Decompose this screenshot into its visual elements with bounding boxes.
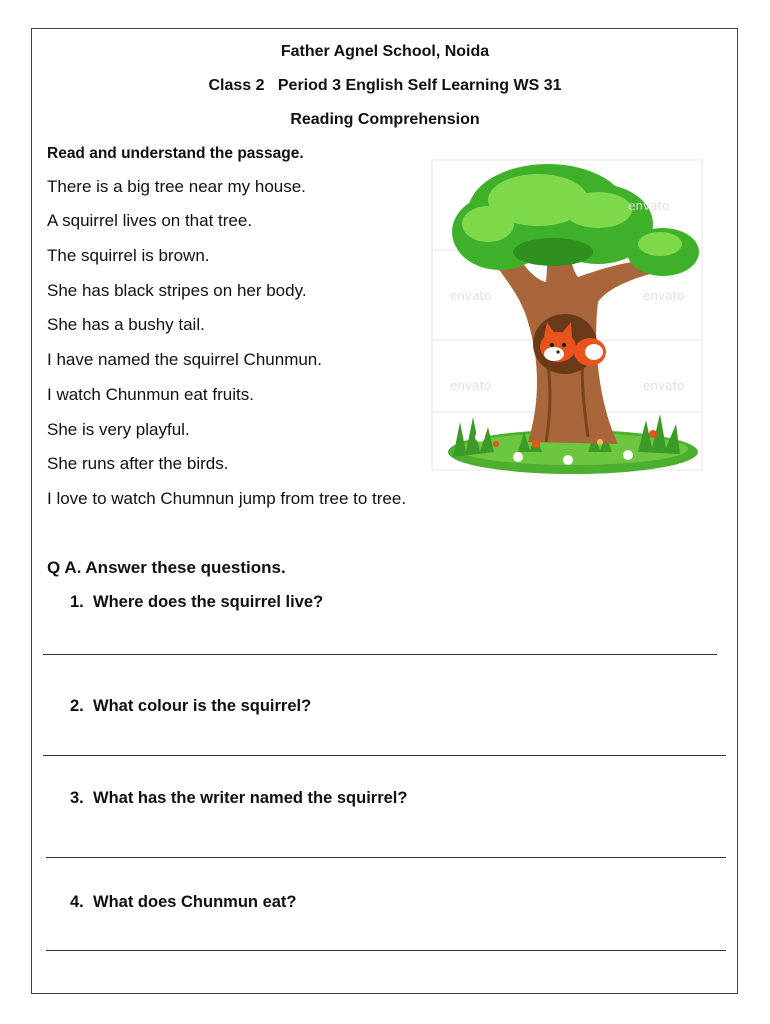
school-name: Father Agnel School, Noida xyxy=(280,43,490,60)
question-text: Where does the squirrel live? xyxy=(93,593,324,611)
watermark-text: envato xyxy=(450,379,492,393)
question-number: 2. xyxy=(70,697,84,715)
instruction: Read and understand the passage. xyxy=(47,145,304,162)
question-number: 1. xyxy=(70,593,84,611)
question-number: 3. xyxy=(70,789,84,807)
watermark-text: envato xyxy=(643,379,685,393)
question-4 xyxy=(70,893,297,912)
passage-line: She has a bushy tail. xyxy=(47,315,205,334)
answer-line-1[interactable] xyxy=(43,654,717,655)
passage-line: She is very playful. xyxy=(47,420,190,439)
question-2 xyxy=(70,697,311,716)
question-text: What colour is the squirrel? xyxy=(93,697,312,715)
question-text: What has the writer named the squirrel? xyxy=(93,789,408,807)
question-number: 4. xyxy=(70,893,84,911)
answer-line-3[interactable] xyxy=(46,857,726,858)
worksheet-subtitle: Class 2 Period 3 English Self Learning WS 31 xyxy=(208,77,562,94)
answer-line-4[interactable] xyxy=(46,950,726,951)
passage-line: A squirrel lives on that tree. xyxy=(47,211,253,230)
watermark-text: envato xyxy=(628,199,670,213)
question-3 xyxy=(70,789,407,808)
watermark-text: envato xyxy=(450,289,492,303)
questions-heading: Q A. Answer these questions. xyxy=(47,558,286,577)
passage-line: She runs after the birds. xyxy=(47,454,229,473)
worksheet-topic: Reading Comprehension xyxy=(290,111,480,128)
passage-line: I love to watch Chumnun jump from tree to tree. xyxy=(47,489,407,508)
question-text: What does Chunmun eat? xyxy=(93,893,297,911)
foliage xyxy=(452,164,699,276)
answer-line-2[interactable] xyxy=(43,755,726,756)
passage-line: I have named the squirrel Chunmun. xyxy=(47,350,322,369)
tree-with-squirrel-illustration xyxy=(428,152,713,480)
question-1 xyxy=(70,593,323,612)
passage-line: She has black stripes on her body. xyxy=(47,281,307,300)
passage-line: There is a big tree near my house. xyxy=(47,177,306,196)
watermark-text: envato xyxy=(643,289,685,303)
passage-line: I watch Chunmun eat fruits. xyxy=(47,385,254,404)
passage-line: The squirrel is brown. xyxy=(47,246,210,265)
